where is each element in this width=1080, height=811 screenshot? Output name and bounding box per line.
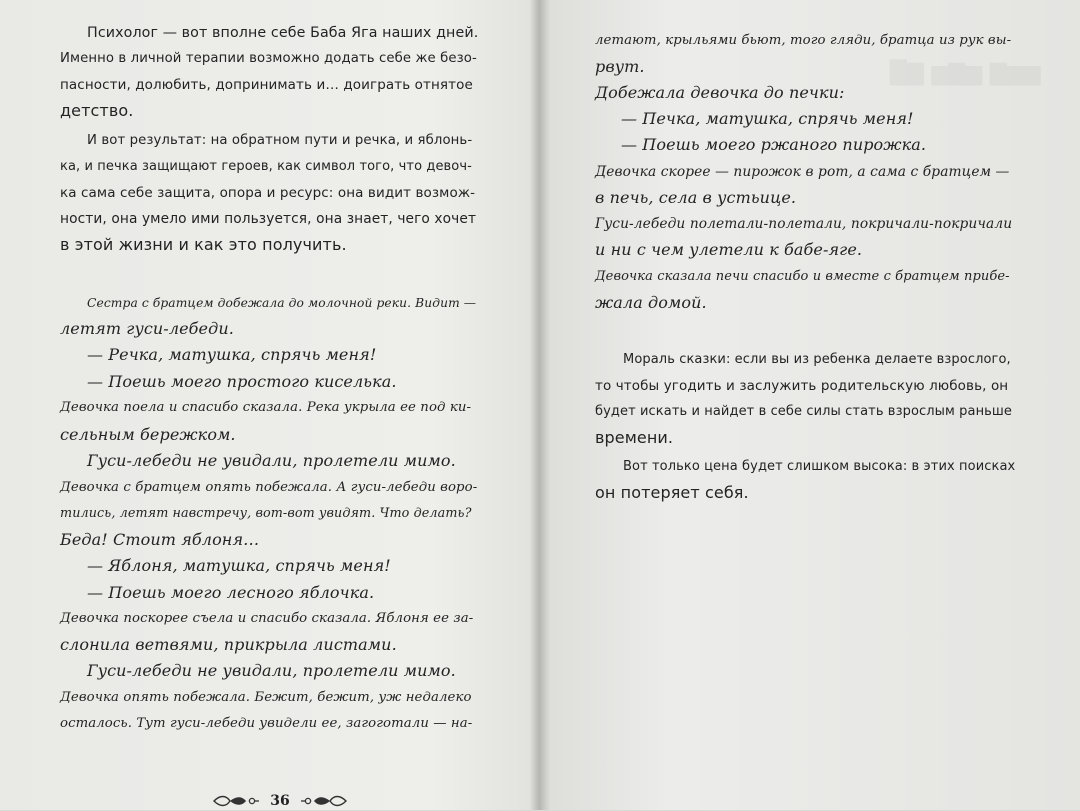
text-line: — Поешь моего ржаного пирожка. <box>621 135 927 154</box>
text-line: в печь, села в устьице. <box>595 188 797 207</box>
text-line: Девочка поскорее съела и спасибо сказала. Яблоня ее за- <box>60 611 474 626</box>
text-line: — Речка, матушка, спрячь меня! <box>87 345 377 364</box>
text-line: жала домой. <box>595 293 707 312</box>
text-line: ка, и печка защищают героев, как символ того, что девоч- <box>60 159 472 174</box>
page-number: 36 <box>270 793 290 809</box>
text-line: то чтобы угодить и заслужить родительскую любовь, он <box>595 378 1009 394</box>
text-line: ка сама себе защита, опора и ресурс: она видит возмож- <box>60 185 476 201</box>
text-line: тились, летят навстречу, вот-вот увидят. Что делать? <box>60 506 472 521</box>
text-line: осталось. Тут гуси-лебеди увидели ее, загоготали — на- <box>60 716 473 731</box>
text-line: сельным бережком. <box>60 425 236 444</box>
text-line: он потеряет себя. <box>595 483 749 502</box>
text-line: Именно в личной терапии возможно додать себе же безо- <box>60 51 477 66</box>
text-line: Добежала девочка до печки: <box>595 83 845 102</box>
text-line: летают, крыльями бьют, того гляди, братца из рук вы- <box>595 33 1012 48</box>
text-line: Психолог — вот вполне себе Баба Яга наших дней. <box>87 25 479 41</box>
text-line: рвут. <box>595 57 645 76</box>
page-folio <box>205 791 355 811</box>
text-line: в этой жизни и как это получить. <box>60 235 347 254</box>
book-gutter <box>530 0 550 810</box>
text-line: Девочка скорее — пирожок в рот, а сама с братцем — <box>595 164 1010 180</box>
floral-ornament-icon <box>212 794 260 808</box>
text-line: ности, она умело ими пользуется, она знает, чего хочет <box>60 211 477 227</box>
text-line: — Поешь моего лесного яблочка. <box>87 583 375 602</box>
text-line: Девочка поела и спасибо сказала. Река укрыла ее под ки- <box>60 400 472 415</box>
text-line: будет искать и найдет в себе силы стать взрослым раньше <box>595 404 1013 419</box>
text-line: — Поешь моего простого киселька. <box>87 372 397 391</box>
floral-ornament-icon <box>300 794 348 808</box>
text-line: Беда! Стоит яблоня… <box>60 530 260 549</box>
text-line: слонила ветвями, прикрыла листами. <box>60 635 397 654</box>
text-line: и ни с чем улетели к бабе-яге. <box>595 240 863 259</box>
text-line: Девочка сказала печи спасибо и вместе с братцем прибе- <box>595 269 1010 284</box>
text-line: — Яблоня, матушка, спрячь меня! <box>87 556 391 575</box>
text-line: Гуси-лебеди не увидали, пролетели мимо. <box>87 661 456 680</box>
text-line: — Печка, матушка, спрячь меня! <box>621 109 914 128</box>
text-line: времени. <box>595 428 674 447</box>
text-line: Сестра с братцем добежала до молочной реки. Видит — <box>87 296 477 310</box>
text-line: Девочка опять побежала. Бежит, бежит, уж недалеко <box>60 690 472 705</box>
text-line: Вот только цена будет слишком высока: в этих поисках <box>623 459 1016 474</box>
text-line: пасности, долюбить, допринимать и… доиграть отнятое <box>60 77 473 93</box>
text-line: Гуси-лебеди полетали-полетали, покричали-покричали <box>595 216 1013 232</box>
show-through-text: █▇ ▆▇▆ ▇▆▆ <box>890 60 1041 86</box>
text-line: Мораль сказки: если вы из ребенка делаете взрослого, <box>623 352 1011 367</box>
text-line: детство. <box>60 101 134 120</box>
text-line: Гуси-лебеди не увидали, пролетели мимо. <box>87 451 456 470</box>
text-line: Девочка с братцем опять побежала. А гуси-лебеди воро- <box>60 480 478 495</box>
text-line: летят гуси-лебеди. <box>60 319 234 338</box>
text-line: И вот результат: на обратном пути и речка, и яблонь- <box>87 133 473 148</box>
